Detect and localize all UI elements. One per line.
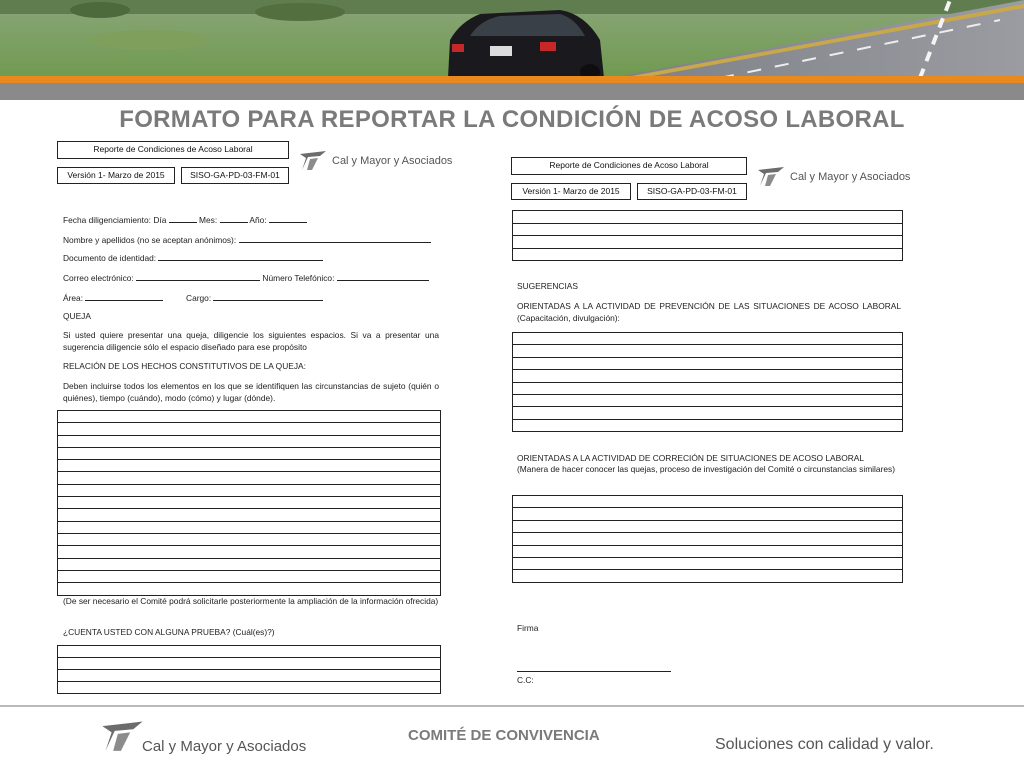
grid-row[interactable] xyxy=(58,485,440,497)
firma-line[interactable] xyxy=(517,671,671,672)
grid-row[interactable] xyxy=(58,646,440,658)
brand-logo-left xyxy=(300,150,452,172)
correo-row xyxy=(63,272,429,284)
mes-field[interactable] xyxy=(220,214,248,223)
slogan: Soluciones con calidad y valor. xyxy=(715,736,934,753)
grid-row[interactable] xyxy=(513,358,902,370)
grid-row[interactable] xyxy=(58,658,440,670)
telefono-label: Número Telefónico: xyxy=(262,273,335,283)
cc-label: C.C: xyxy=(517,675,534,685)
code-box: SISO-GA-PD-03-FM-01 xyxy=(181,167,289,184)
cal-y-mayor-logo-icon xyxy=(300,150,328,172)
area-field[interactable] xyxy=(85,292,163,301)
queja-instructions: Si usted quiere presentar una queja, diligencie los siguientes espacios. Si va a presentar una sugerencia diligencie sólo el espacio diseñado para ese propósito xyxy=(63,330,439,352)
grid-row[interactable] xyxy=(58,436,440,448)
grid-row[interactable] xyxy=(513,224,902,237)
prevencion-text: ORIENTADAS A LA ACTIVIDAD DE PREVENCIÓN DE LAS SITUACIONES DE ACOSO LABORAL (Capacitación, divulgación): xyxy=(517,301,901,323)
grid-row[interactable] xyxy=(58,497,440,509)
footer-company-name: Cal y Mayor y Asociados xyxy=(142,738,307,755)
grid-row[interactable] xyxy=(58,546,440,558)
grid-row[interactable] xyxy=(513,508,902,520)
grid-row[interactable] xyxy=(513,333,902,345)
brand-name: Cal y Mayor y Asociados xyxy=(790,171,911,183)
documento-field[interactable] xyxy=(158,252,323,261)
committee-label: COMITÉ DE CONVIVENCIA xyxy=(408,727,600,744)
relacion-instructions: Deben incluirse todos los elementos en los que se identifiquen las circunstancias de sujeto (quién o quiénes), tiempo (cuándo), modo (cómo) y lugar (dónde). xyxy=(63,381,439,403)
grid-row[interactable] xyxy=(513,570,902,581)
prueba-question: ¿CUENTA USTED CON ALGUNA PRUEBA? (Cuál(es)?) xyxy=(63,627,275,637)
grid-row[interactable] xyxy=(513,395,902,407)
correccion-text: (Manera de hacer conocer las quejas, proceso de investigación del Comité o circunstancias similares) xyxy=(517,464,895,474)
telefono-field[interactable] xyxy=(337,272,429,281)
grid-row[interactable] xyxy=(513,383,902,395)
hechos-grid[interactable] xyxy=(57,410,441,596)
grid-row[interactable] xyxy=(58,509,440,521)
prueba-grid[interactable] xyxy=(57,645,441,694)
code-box-right: SISO-GA-PD-03-FM-01 xyxy=(637,183,747,200)
ano-label: Año: xyxy=(249,215,267,225)
sugerencias-heading: SUGERENCIAS xyxy=(517,281,578,291)
correo-label: Correo electrónico: xyxy=(63,273,134,283)
ampliacion-note: (De ser necesario el Comité podrá solicitarle posteriormente la ampliación de la información ofrecida) xyxy=(63,596,439,606)
grid-row[interactable] xyxy=(513,558,902,570)
grid-row[interactable] xyxy=(513,407,902,419)
mes-label: Mes: xyxy=(199,215,218,225)
report-title-box-right: Reporte de Condiciones de Acoso Laboral xyxy=(511,157,747,175)
grid-row[interactable] xyxy=(513,533,902,545)
fecha-row xyxy=(63,214,307,226)
queja-heading: QUEJA xyxy=(63,311,91,321)
page-title: FORMATO PARA REPORTAR LA CONDICIÓN DE ACOSO LABORAL xyxy=(119,106,905,133)
correccion-grid[interactable] xyxy=(512,495,903,583)
version-box: Versión 1- Marzo de 2015 xyxy=(57,167,175,184)
grid-row[interactable] xyxy=(513,546,902,558)
grid-row[interactable] xyxy=(513,521,902,533)
version-box-right: Versión 1- Marzo de 2015 xyxy=(511,183,631,200)
documento-label: Documento de identidad: xyxy=(63,253,157,263)
header-banner-image xyxy=(0,0,1024,100)
area-row xyxy=(63,292,323,304)
correccion-heading: ORIENTADAS A LA ACTIVIDAD DE CORRECIÓN DE SITUACIONES DE ACOSO LABORAL xyxy=(517,453,865,463)
grid-row[interactable] xyxy=(58,559,440,571)
continuation-grid[interactable] xyxy=(512,210,903,261)
ano-field[interactable] xyxy=(269,214,307,223)
correo-field[interactable] xyxy=(136,272,260,281)
nombre-field[interactable] xyxy=(239,234,431,243)
nombre-row xyxy=(63,234,431,246)
grid-row[interactable] xyxy=(513,370,902,382)
grid-row[interactable] xyxy=(513,249,902,261)
dia-field[interactable] xyxy=(169,214,197,223)
report-title-box: Reporte de Condiciones de Acoso Laboral xyxy=(57,141,289,159)
cal-y-mayor-logo-icon xyxy=(758,166,786,188)
nombre-label: Nombre y apellidos (no se aceptan anónimos): xyxy=(63,235,237,245)
grid-row[interactable] xyxy=(58,411,440,423)
grid-row[interactable] xyxy=(58,522,440,534)
grid-row[interactable] xyxy=(58,571,440,583)
grid-row[interactable] xyxy=(58,460,440,472)
prevencion-grid[interactable] xyxy=(512,332,903,432)
grid-row[interactable] xyxy=(513,236,902,249)
cargo-field[interactable] xyxy=(213,292,323,301)
relacion-heading: RELACIÓN DE LOS HECHOS CONSTITUTIVOS DE LA QUEJA: xyxy=(63,361,306,371)
grid-row[interactable] xyxy=(58,472,440,484)
cargo-label: Cargo: xyxy=(186,293,212,303)
grid-row[interactable] xyxy=(513,496,902,508)
documento-row xyxy=(63,252,323,264)
grid-row[interactable] xyxy=(58,670,440,682)
grid-row[interactable] xyxy=(58,448,440,460)
brand-logo-right xyxy=(758,166,910,188)
grid-row[interactable] xyxy=(58,534,440,546)
firma-label: Firma xyxy=(517,623,539,633)
grid-row[interactable] xyxy=(58,682,440,693)
fecha-label: Fecha diligenciamiento: Día xyxy=(63,215,167,225)
brand-name: Cal y Mayor y Asociados xyxy=(332,155,453,167)
grid-row[interactable] xyxy=(513,420,902,431)
grid-row[interactable] xyxy=(513,211,902,224)
grid-row[interactable] xyxy=(58,583,440,595)
grid-row[interactable] xyxy=(58,423,440,435)
area-label: Área: xyxy=(63,293,84,303)
grid-row[interactable] xyxy=(513,345,902,357)
footer-divider xyxy=(0,705,1024,707)
